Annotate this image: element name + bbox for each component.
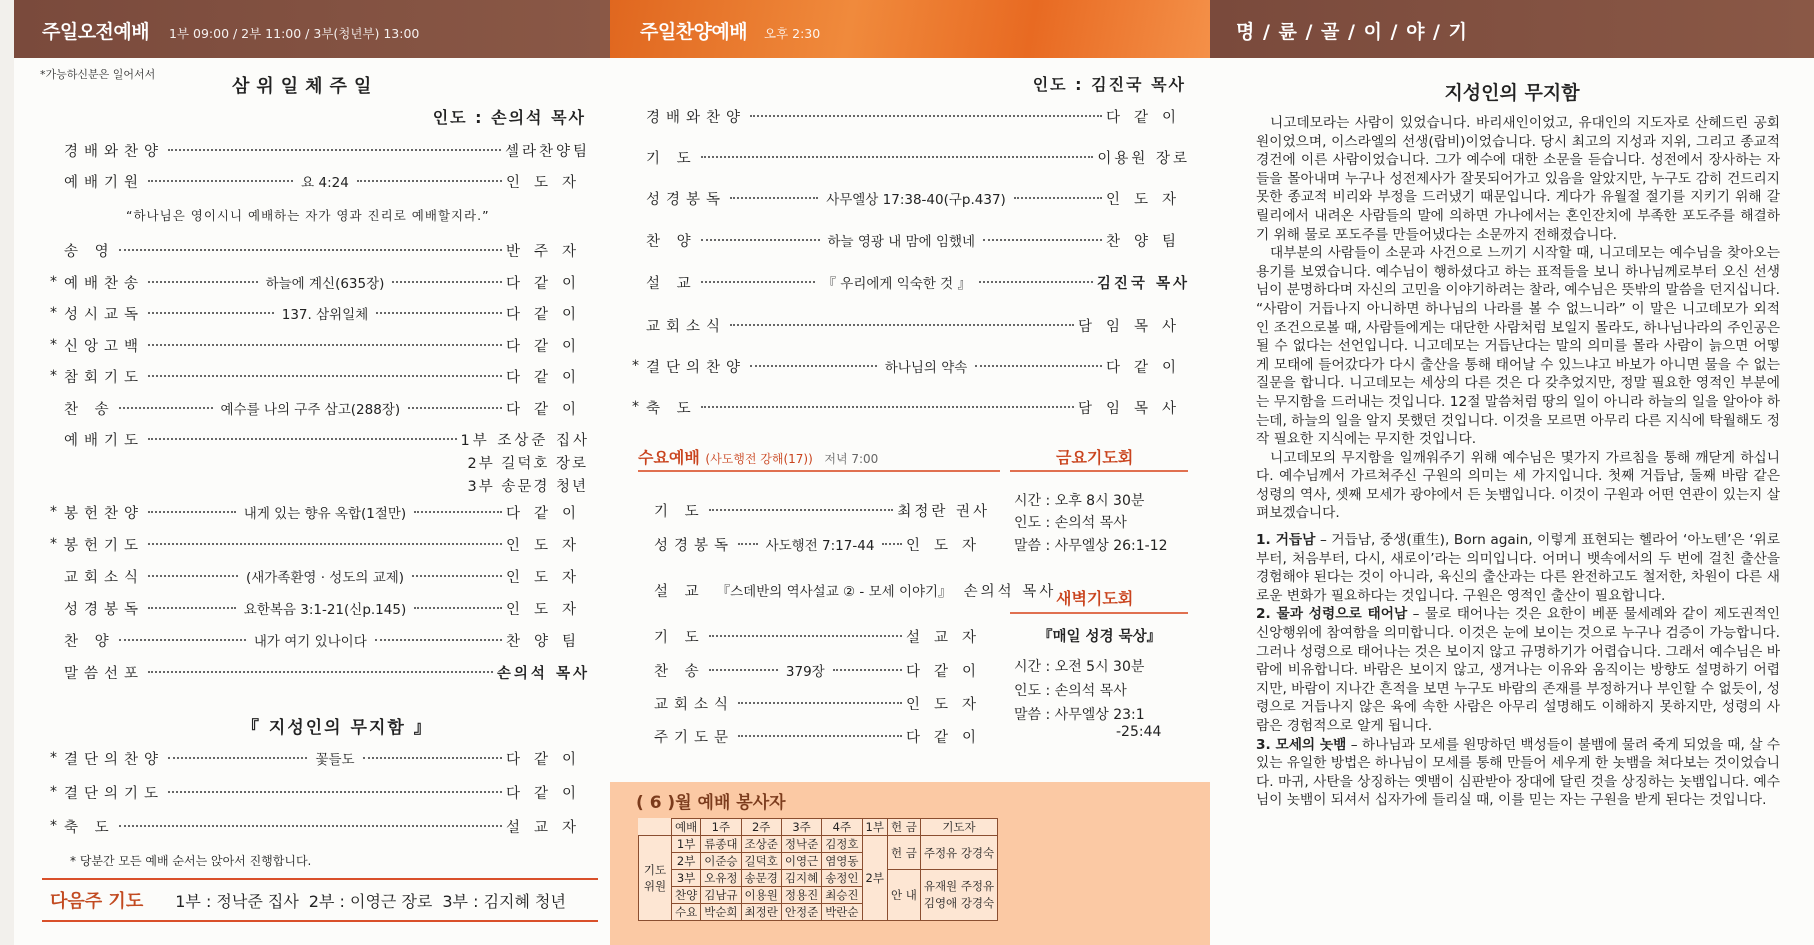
usher-names-line-2: 김영애 강경숙: [923, 896, 995, 910]
dawn-scripture: 말씀 : 사무엘상 23:1: [1014, 707, 1145, 723]
order-row: [654, 691, 990, 715]
service-label: 수요: [672, 904, 701, 921]
praise-header: [610, 0, 1210, 58]
order-label: 찬 송: [654, 663, 705, 680]
dot-leader: [148, 671, 493, 673]
order-row: [632, 313, 1190, 337]
table-header: 1부: [862, 819, 887, 836]
order-row: [50, 138, 590, 162]
dot-leader: [375, 639, 502, 641]
story-header-title: 명 / 륜 / 골 / 이 / 야 / 기: [1236, 21, 1468, 43]
dot-leader: [701, 239, 820, 241]
point-1-text: – 거듭남, 중생(重生), Born again, 이렇게 표현되는 헬라어 ‘아노텐’은 ‘위로부터, 처음부터, 다시, 새로이’라는 의미입니다. 어머니 뱃속에서의 두 번에 걸친 출산을 경험해야 된다는 것이 아니라, 육신의 출산과는 다른 완전하고도 철저한, 차원이 다른 새로운 변화가 필요하다는 것입니다. 구원은 영적인 출산이 필요합니다.: [1256, 532, 1780, 604]
table-corner: [639, 819, 672, 836]
worship-invocation-quote: “하나님은 영이시니 예배하는 자가 영과 진리로 예배할지라.”: [126, 208, 490, 223]
dot-leader: [119, 825, 502, 827]
order-person: 김진국 목사: [1096, 275, 1190, 292]
volunteer-name: 최정란: [741, 904, 781, 921]
dot-leader: [1014, 197, 1102, 199]
service-label: 1부: [672, 836, 701, 853]
order-person: 다같이: [905, 663, 990, 680]
order-label: 말씀선포: [64, 665, 145, 682]
order-person: 인도자: [905, 696, 990, 713]
order-row: [654, 624, 990, 648]
next-week-1st: 1부 : 정낙준 집사: [175, 891, 299, 911]
order-row: [50, 660, 590, 684]
dot-leader: [148, 375, 502, 377]
order-person: 이용원 장로: [1097, 150, 1190, 167]
order-row: [654, 532, 990, 556]
volunteer-name: 김남규: [701, 887, 741, 904]
volunteer-name: 정용진: [781, 887, 821, 904]
order-row: [50, 814, 590, 838]
order-label: 예배기도: [64, 432, 145, 449]
wednesday-label: 수요예배: [638, 448, 700, 467]
dawn-leader: 인도 : 손의석 목사: [1014, 683, 1127, 699]
friday-title: 금요기도회: [1056, 448, 1134, 467]
prayer-3rd-service: 3부 송문경 청년: [467, 479, 588, 495]
order-person: 인도자: [505, 569, 591, 586]
order-label: 성경봉독: [646, 191, 727, 208]
order-detail: 내가 여기 있나이다: [253, 634, 367, 650]
order-row: [50, 596, 590, 620]
article-point-2: [1256, 605, 1780, 735]
morning-worship-panel: [14, 0, 610, 945]
table-header: 4주: [822, 819, 862, 836]
praise-header-title: 주일찬양예배: [640, 21, 748, 43]
dot-leader: [412, 575, 502, 577]
dot-leader: [168, 791, 502, 793]
morning-header-times: 1부 09:00 / 2부 11:00 / 3부(청년부) 13:00: [169, 26, 420, 41]
row-star: *: [50, 784, 57, 800]
story-panel: [1210, 0, 1814, 945]
dot-leader: [730, 197, 818, 199]
table-header: 1주: [701, 819, 741, 836]
next-week-2nd: 2부 : 이영근 장로: [308, 891, 433, 911]
volunteer-name: 박순희: [701, 904, 741, 921]
order-detail: 요한복음 3:1-21(신p.145): [243, 602, 407, 618]
order-detail: 137. 삼위일체: [281, 307, 369, 323]
row-star: *: [632, 358, 639, 374]
point-3-text: – 하나님과 모세를 원망하던 백성들이 불뱀에 물려 죽게 되었을 때, 살 수 있는 유일한 방법은 하나님이 모세를 통해 만들어 세우게 한 놋뱀을 쳐다보는 것이었습니다. 마귀, 사탄을 상징하는 옛뱀이 심판받아 장대에 달린 것을 상징하는 놋뱀입니다. 예수님이 놋뱀이 되셔서 십자가에 들리실 때, 이를 믿는 자는 구원을 받게 된다는 것입니다.: [1256, 736, 1781, 809]
order-person: 반주자: [505, 243, 590, 260]
dot-leader: [148, 312, 274, 314]
dot-leader: [975, 365, 1102, 367]
order-row: [50, 532, 590, 556]
volunteer-name: 최승진: [822, 887, 862, 904]
dot-leader: [738, 735, 902, 737]
order-row: [50, 746, 590, 770]
praise-worship-panel: [610, 0, 1210, 945]
usher-names-line-1: 유재원 주정유: [923, 879, 995, 893]
dawn-program-name: 『매일 성경 묵상』: [1038, 629, 1162, 645]
dot-leader: [119, 407, 213, 409]
order-label: 봉헌찬양: [64, 505, 145, 522]
next-week-3rd: 3부 : 김지혜 청년: [442, 891, 566, 911]
dawn-divider: [1010, 612, 1188, 614]
order-person: 다같이: [505, 306, 591, 323]
usher-label: 안 내: [887, 870, 920, 921]
row-star: *: [632, 399, 639, 415]
order-person: 찬양팀: [1105, 233, 1191, 250]
order-label: 결단의찬양: [646, 359, 747, 376]
praise-leader: 인도 : 김진국 목사: [1032, 75, 1186, 94]
dot-leader: [363, 757, 502, 759]
prayer-committee-label: 기도 위원: [639, 836, 672, 921]
dot-leader: [168, 149, 501, 151]
dawn-scripture-end: -25:44: [1116, 724, 1162, 740]
order-person: 다같이: [505, 785, 590, 802]
order-row: [654, 578, 1057, 602]
volunteer-name: 오유정: [701, 870, 741, 887]
dot-leader: [979, 281, 1093, 283]
order-label: 결단의찬양: [64, 751, 165, 768]
article-point-3: [1256, 736, 1780, 810]
order-person: 셀라찬양팀: [504, 143, 590, 160]
order-row: [654, 498, 990, 522]
volunteer-name: 송문경: [741, 870, 781, 887]
order-person: 다같이: [505, 505, 591, 522]
dot-leader: [730, 324, 1074, 326]
dot-leader: [750, 365, 877, 367]
order-row: [632, 145, 1190, 169]
volunteer-name: 이영근: [781, 853, 821, 870]
order-person: 다같이: [1105, 359, 1190, 376]
order-label: 교회소식: [654, 696, 735, 713]
order-row: [50, 169, 590, 193]
row-star: *: [50, 368, 57, 384]
order-detail: 내게 있는 향유 옥합(1절만): [243, 506, 407, 522]
order-person: 인도자: [505, 601, 590, 618]
row-star: *: [50, 274, 57, 290]
order-label: 교회소식: [64, 569, 145, 586]
order-label: 예배찬송: [64, 275, 145, 292]
volunteer-name: 조상준: [741, 836, 781, 853]
dot-leader: [414, 607, 502, 609]
dot-leader: [148, 180, 293, 182]
table-header: 헌 금: [887, 819, 920, 836]
point-2-text: – 물로 태어나는 것은 요한이 베푼 물세례와 같이 제도권적인 신앙행위에 참여함을 의미합니다. 이것은 눈에 보이는 것으로 누구나 검증이 가능합니다. 그러나 성령으로 태어나는 것은 보이지 않고 규명하기가 어렵습니다. 그래서 예수님은 바람에 비유합니다. 바람은 보이지 않고, 생겨나는 이유와 움직이는 방향도 설명하기 어렵지만, 바람이 지나간 흔적을 보면 누구도 바람의 존재를 부정하거나 부인할 수 없듯이, 성령으로 거듭나지 않은 육에 속한 사람은 아무리 설명해도 이해하지 못하지만, 성령의 사람은 경험적으로 알게 됩니다.: [1256, 606, 1780, 734]
table-header-row: [639, 819, 998, 836]
order-label: 주기도문: [654, 729, 735, 746]
order-label: 기 도: [654, 503, 705, 520]
order-detail: 사도행전 7:17-44: [765, 538, 875, 554]
row-star: *: [50, 818, 57, 834]
dot-leader: [148, 575, 238, 577]
dot-leader: [701, 406, 1074, 408]
dot-leader: [408, 407, 502, 409]
table-header: 3주: [781, 819, 821, 836]
morning-title: 삼위일체주일: [232, 76, 379, 97]
order-label: 봉헌기도: [64, 537, 145, 554]
volunteers-table: [638, 818, 998, 921]
order-person: 다같이: [505, 369, 590, 386]
order-person: 손의석 목사: [963, 583, 1057, 600]
order-detail: 예수를 나의 구주 삼고(288장): [220, 402, 401, 418]
order-label: 결단의기도: [64, 785, 165, 802]
table-header: 기도자: [920, 819, 997, 836]
dot-leader: [750, 115, 1102, 117]
order-row: [50, 500, 590, 524]
order-detail: 하늘에 계신(635장): [265, 276, 385, 292]
dot-leader: [148, 281, 258, 283]
order-label: 송 영: [64, 243, 115, 260]
dawn-time: 시간 : 오전 5시 30분: [1014, 659, 1145, 675]
volunteer-name: 안정준: [781, 904, 821, 921]
dot-leader: [701, 281, 815, 283]
praise-header-time: 오후 2:30: [764, 26, 821, 41]
order-row: [632, 354, 1190, 378]
dot-leader: [701, 156, 1094, 158]
article-title: 지성인의 무지함: [1444, 82, 1580, 104]
order-detail: 하늘 영광 내 맘에 임했네: [827, 234, 976, 250]
order-row: [50, 333, 590, 357]
order-person: 최정란 권사: [897, 503, 990, 520]
order-person: 다같이: [505, 275, 590, 292]
order-row: [50, 270, 590, 294]
order-label: 참회기도: [64, 369, 145, 386]
row-star: *: [50, 305, 57, 321]
order-label: 성경봉독: [64, 601, 145, 618]
dot-leader: [119, 249, 502, 251]
volunteers-section: [610, 782, 1210, 945]
order-row: [50, 564, 590, 588]
table-header: 2주: [741, 819, 781, 836]
volunteer-name: 류종대: [701, 836, 741, 853]
article-paragraph-3: 니고데모의 무지함을 일깨워주기 위해 예수님은 몇가지 가르침을 통해 깨닫게 하십니다. 예수님께서 가르쳐주신 구원의 의미는 세 가지입니다. 첫째 거듭남, 둘째 바람 같은 성령의 역사, 셋째 모세가 광야에서 든 놋뱀입니다. 이것이 구원과 어떤 연관이 있는지 살펴보겠습니다.: [1256, 449, 1780, 522]
wednesday-series: (사도행전 강해(17)): [705, 452, 813, 466]
order-row: [632, 270, 1190, 294]
dot-leader: [709, 669, 778, 671]
order-person: 설교자: [905, 629, 990, 646]
standing-note: *가능하신분은 일어서서: [40, 68, 156, 81]
dot-leader: [148, 543, 502, 545]
volunteer-name: 이준승: [701, 853, 741, 870]
dot-leader: [414, 511, 502, 513]
order-label: 교회소식: [646, 318, 727, 335]
order-label: 예배기원: [64, 174, 145, 191]
dot-leader: [148, 511, 236, 513]
order-label: 기 도: [646, 150, 697, 167]
order-person: 인도자: [505, 537, 590, 554]
volunteer-name: 정낙준: [781, 836, 821, 853]
order-label: 설 교: [654, 583, 705, 600]
volunteer-name: 염영동: [822, 853, 862, 870]
order-row: [50, 364, 590, 388]
morning-sermon-title: 『 지성인의 무지함 』: [242, 718, 433, 738]
order-detail: (새가족환영 · 성도의 교제): [245, 570, 405, 586]
order-person: 다같이: [1105, 109, 1190, 126]
dot-leader: [392, 281, 502, 283]
order-label: 신앙고백: [64, 338, 145, 355]
order-label: 경배와찬양: [646, 109, 747, 126]
story-header: [1210, 0, 1814, 58]
order-detail: 『 우리에게 익숙한 것 』: [822, 276, 972, 292]
order-person: 다같이: [505, 401, 590, 418]
row-star: *: [50, 337, 57, 353]
volunteers-title: ( 6 )월 예배 봉사자: [636, 793, 786, 813]
order-label: 찬 송: [64, 401, 115, 418]
seating-footnote: * 당분간 모든 예배 순서는 앉아서 진행합니다.: [70, 854, 312, 868]
friday-time: 시간 : 오후 8시 30분: [1014, 493, 1145, 509]
service-label: 찬양: [672, 887, 701, 904]
dot-leader: [709, 635, 902, 637]
row-star: *: [50, 750, 57, 766]
dot-leader: [148, 438, 456, 440]
order-person: 인도자: [905, 537, 991, 554]
order-person: 담임목사: [1077, 318, 1190, 335]
morning-header-title: 주일오전예배: [42, 21, 150, 43]
order-row: [632, 104, 1190, 128]
order-row: [50, 301, 590, 325]
order-row: [654, 658, 990, 682]
volunteer-name: 송정인: [822, 870, 862, 887]
dot-leader: [168, 757, 307, 759]
morning-header: [14, 0, 610, 58]
point-2-heading: 2. 물과 성령으로 태어남: [1256, 606, 1408, 623]
order-label: 찬 양: [646, 233, 697, 250]
order-person: 인도자: [505, 174, 590, 191]
dot-leader: [738, 543, 758, 545]
volunteer-name: 길덕호: [741, 853, 781, 870]
morning-leader: 인도 : 손의석 목사: [432, 108, 586, 127]
order-detail: 사무엘상 17:38-40(구p.437): [826, 192, 1006, 208]
wednesday-time: 저녁 7:00: [824, 452, 879, 466]
table-header: 예배: [672, 819, 701, 836]
order-detail: 요 4:24: [301, 175, 349, 191]
offering-label: 헌 금: [887, 836, 920, 870]
usher-names: [920, 870, 997, 921]
dot-leader: [882, 543, 902, 545]
order-person: 다같이: [505, 338, 590, 355]
article-paragraph-2: 대부분의 사람들이 소문과 사건으로 느끼기 시작할 때, 니고데모는 예수님을 찾아오는 용기를 보였습니다. 예수님이 행하셨다고 하는 표적들을 보니 하나님께로부터 오신 선생님이 분명하다며 자신의 고민을 이야기하려는 찰라, 예수님은 뜻밖의 말씀을 던지십니다. “사람이 거듭나지 아니하면 하나님의 나라를 볼 수 없느니라” 이 말은 니고데모가 외적인 조건으로볼 때, 사람들에게는 대단한 사람처럼 보일지 몰라도, 하나님나라의 주인공은 될 수 없다는 선언입니다. 니고데모는 거듭난다는 말의 의미를 몰라 사람이 늙으면 어떻게 모태에 들어갔다가 다시 출산을 통해 태어날 수 있느냐고 바보가 아니면 물을 수 없는 질문을 합니다. 니고데모는 세상의 다른 것은 다 갖추었지만, 정말 필요한 영적인 부분에는 무지함을 드러내는 것입니다. 12절 말씀처럼 땅의 일이 아니라 하늘의 일을 알아야 하는데, 하늘의 일을 알지 못했던 것입니다. 이것을 모르면 아무리 다른 지식에 탁월해도 정작 필요한 지식에는 무지한 것입니다.: [1256, 245, 1780, 448]
dot-leader: [709, 509, 894, 511]
friday-leader: 인도 : 손의석 목사: [1014, 515, 1127, 531]
friday-scripture: 말씀 : 사무엘상 26:1-12: [1014, 538, 1168, 554]
order-label: 찬 양: [64, 633, 115, 650]
table-row: [639, 870, 998, 887]
order-person: 담임목사: [1077, 400, 1190, 417]
order-row: [50, 780, 590, 804]
order-label: 성시교독: [64, 306, 145, 323]
dot-leader: [738, 702, 902, 704]
order-row: [632, 228, 1190, 252]
friday-divider: [1010, 470, 1188, 472]
volunteer-name: 김지혜: [781, 870, 821, 887]
article-point-1: [1256, 531, 1780, 605]
order-row: [50, 238, 590, 262]
order-label: 설 교: [646, 275, 697, 292]
offering-part-label: 2부: [862, 836, 887, 921]
next-week-title: 다음주 기도: [50, 891, 144, 912]
row-star: *: [50, 536, 57, 552]
order-person: 다같이: [905, 729, 990, 746]
point-3-heading: 3. 모세의 놋뱀: [1256, 736, 1347, 753]
order-row: [50, 628, 590, 652]
order-row: [50, 427, 590, 451]
order-row: [632, 186, 1190, 210]
order-label: 축 도: [646, 400, 697, 417]
order-row: [50, 396, 590, 420]
service-label: 3부: [672, 870, 701, 887]
order-detail: 『스데반의 역사설교 ② - 모세 이야기』: [716, 584, 952, 600]
prayer-2nd-service: 2부 길덕호 장로: [467, 456, 588, 472]
offering-names: 주정유 강경숙: [920, 836, 997, 870]
table-row: [639, 836, 998, 853]
order-person: 설교자: [505, 819, 590, 836]
order-label: 축 도: [64, 819, 115, 836]
dot-leader: [357, 180, 502, 182]
order-detail: 하나님의 약속: [884, 360, 968, 376]
order-person: 인도자: [1105, 191, 1190, 208]
dot-leader: [833, 669, 902, 671]
order-person: 찬양팀: [505, 633, 591, 650]
order-detail: 379장: [785, 664, 825, 680]
next-week-prayer-bar: [42, 878, 598, 922]
order-row: [632, 395, 1190, 419]
article-body: [1256, 114, 1780, 810]
article-paragraph-1: 니고데모라는 사람이 있었습니다. 바리새인이었고, 유대인의 지도자로 산헤드린 공회원이었으며, 이스라엘의 선생(랍비)이었습니다. 당시 최고의 지성과 지위, 그리고 종교적 경건에 이른 사람이었습니다. 그가 예수에 대한 소문을 듣습니다. 성전에서 장사하는 자들을 몰아내며 누구나 성전제사가 잘못되어가고 있음을 알았지만, 누구도 감히 건드리지 못한 종교적 비리와 부정을 드러냈기 때문입니다. 게다가 유월절 절기를 지키기 위해 갈릴리에서 내려온 사람들의 말에 의하면 가나에서는 혼인잔치에 부족한 포도주를 해결하기 위해 물로 포도주를 만들어냈다는 소문까지 전해졌습니다.: [1256, 115, 1780, 243]
order-label: 성경봉독: [654, 537, 735, 554]
dot-leader: [376, 312, 502, 314]
service-label: 2부: [672, 853, 701, 870]
dawn-title: 새벽기도회: [1056, 589, 1134, 608]
wednesday-title: [638, 445, 878, 468]
volunteer-name: 박란순: [822, 904, 862, 921]
order-person: 다같이: [505, 751, 591, 768]
order-row: [654, 724, 990, 748]
volunteer-name: 김정호: [822, 836, 862, 853]
wednesday-divider: [638, 470, 1000, 472]
dot-leader: [148, 607, 236, 609]
volunteer-name: 이용원: [741, 887, 781, 904]
order-label: 경배와찬양: [64, 143, 165, 160]
dot-leader: [119, 639, 246, 641]
row-star: *: [50, 504, 57, 520]
order-person: 1부 조상준 집사: [460, 432, 590, 449]
order-person: 손의석 목사: [496, 665, 590, 682]
dot-leader: [983, 239, 1102, 241]
order-detail: 꽃들도: [315, 752, 355, 768]
dot-leader: [148, 344, 502, 346]
order-label: 기 도: [654, 629, 705, 646]
point-1-heading: 1. 거듭남: [1256, 532, 1316, 549]
